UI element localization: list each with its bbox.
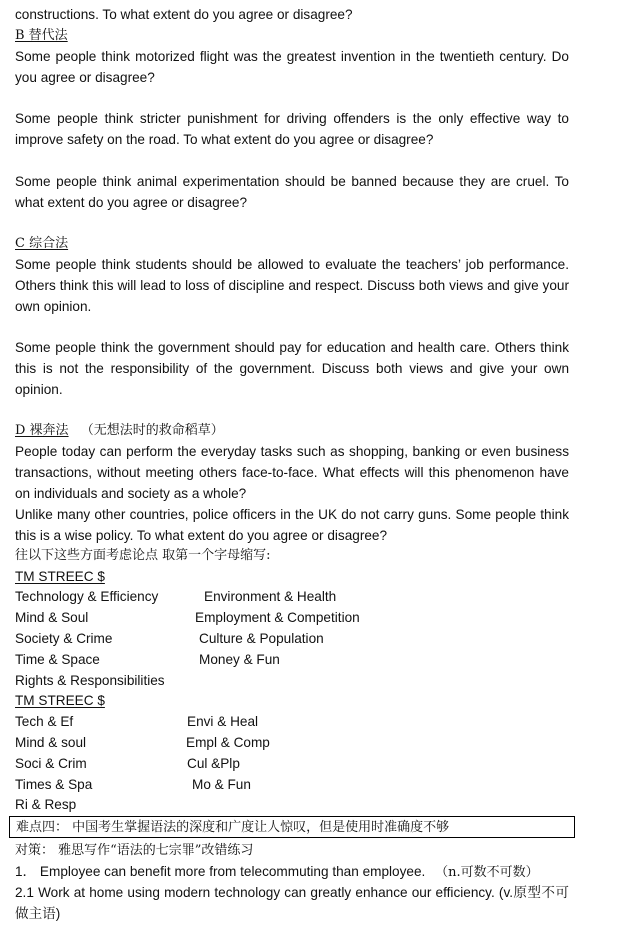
acronym-full-left-3: Society & Crime [15,631,113,646]
acronym-full-right-4: Money & Fun [199,652,280,667]
acronym-short-left-4: Times & Spa [15,777,93,792]
acronym-short-left-3: Soci & Crim [15,756,87,771]
difficulty-text: 难点四： 中国考生掌握语法的深度和广度让人惊叹，但是使用时准确度不够 [16,820,450,835]
example-1-text: 1． Employee can benefit more from telecommuting than employee. [15,864,426,879]
acronym-short-title: TM STREEC $ [15,693,105,708]
acronym-full-left-5: Rights & Responsibilities [15,673,165,688]
acronym-full-right-2: Employment & Competition [195,610,360,625]
acronym-short-left-5: Ri & Resp [15,797,77,812]
instruction-line: 往以下这些方面考虑论点 取第一个字母缩写: [15,548,271,563]
section-d-item-1: People today can perform the everyday tasks such as shopping, banking or even business transactions, without meeting others face-to-face. What effects will this phenomenon have on individuals and society as a whole? [15,444,569,501]
acronym-short-left-1: Tech & Ef [15,714,74,729]
acronym-full-title: TM STREEC $ [15,569,105,584]
acronym-full-left-1: Technology & Efficiency [15,589,159,604]
acronym-short-right-1: Envi & Heal [187,714,259,729]
section-c-item-1: Some people think students should be allowed to evaluate the teachers’ job performance. Others think this will lead to loss of discipline and respect. Discuss both views and give your own opinion. [15,257,569,314]
section-d-heading: D 裸奔法 [15,423,69,438]
difficulty-box [9,816,575,838]
acronym-full-left-2: Mind & Soul [15,610,89,625]
section-b-item-2: Some people think stricter punishment for driving offenders is the only effective way to improve safety on the road. To what extent do you agree or disagree? [15,111,569,147]
acronym-full-left-4: Time & Space [15,652,100,667]
acronym-short-right-3: Cul &Plp [187,756,240,771]
section-c-item-2: Some people think the government should pay for education and health care. Others think this is not the responsibility of the government. Discuss both views and give your own opinion. [15,340,569,397]
acronym-full-right-1: Environment & Health [204,589,337,604]
section-b-heading: B 替代法 [15,28,68,43]
acronym-short-right-4: Mo & Fun [192,777,251,792]
strategy-line: 对策： 雅思写作“语法的七宗罪”改错练习 [15,843,254,858]
section-b-item-1: Some people think motorized flight was the greatest invention in the twentieth century. Do you agree or disagree? [15,49,569,85]
example-1-note: （n.可数不可数） [435,865,539,880]
acronym-full-right-3: Culture & Population [199,631,324,646]
top-line: constructions. To what extent do you agree or disagree? [15,7,353,22]
acronym-short-right-2: Empl & Comp [186,735,270,750]
acronym-short-left-2: Mind & soul [15,735,87,750]
example-1-line [15,862,539,883]
section-d-item-2: Unlike many other countries, police officers in the UK do not carry guns. Some people think this is a wise policy. To what extent do you agree or disagree? [15,507,569,543]
section-d-heading-note: （无想法时的救命稻草） [80,423,224,438]
section-c-heading: C 综合法 [15,236,69,251]
example-2-text: 2.1 Work at home using modern technology can greatly enhance our efficiency. (v.原型不可做主语) [15,885,569,921]
section-d-heading-line [15,421,224,441]
section-b-item-3: Some people think animal experimentation should be banned because they are cruel. To what extent do you agree or disagree? [15,174,569,210]
